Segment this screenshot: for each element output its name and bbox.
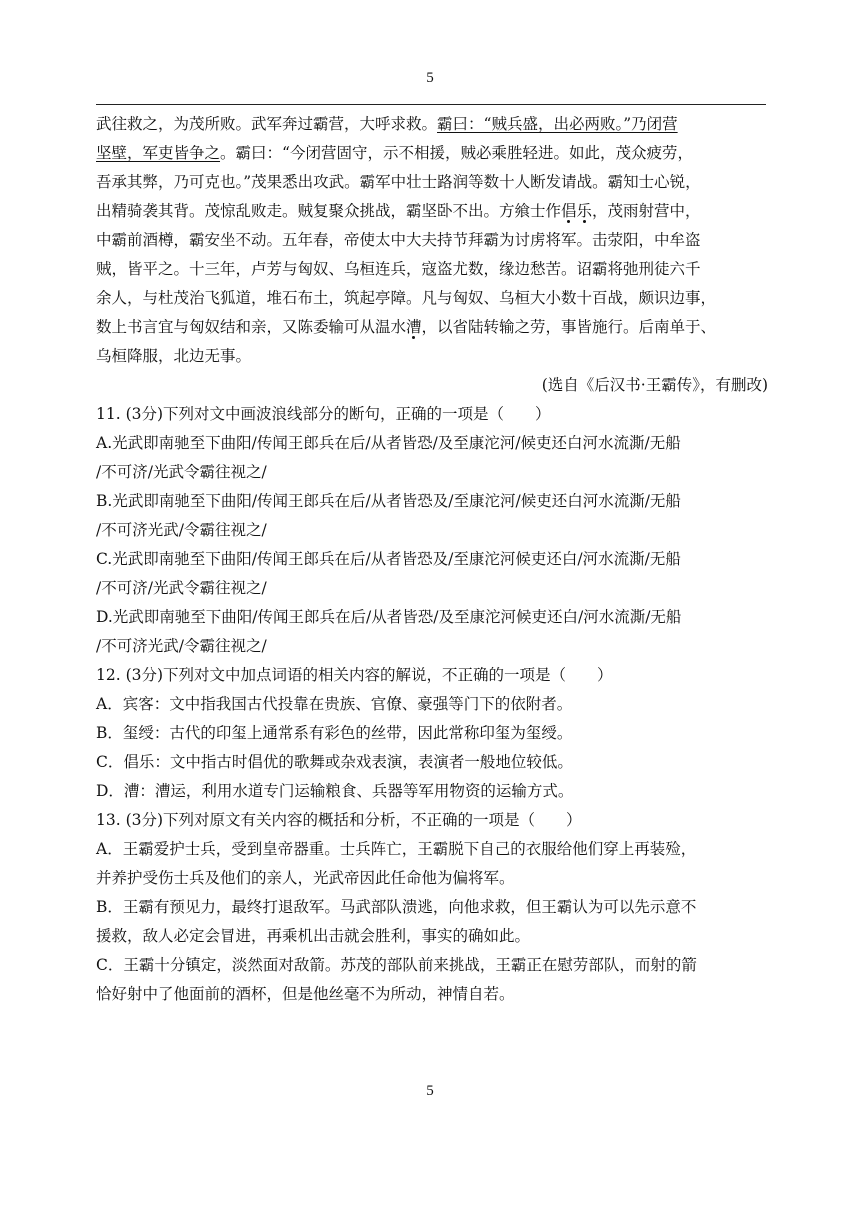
passage-text: ，茂雨射营中， <box>592 202 701 220</box>
option-d: D.光武即南驰至下曲阳/传闻王郎兵在后/从者皆恐/及至康沱河候吏还白/河水流澌/无船 <box>96 608 682 626</box>
question-12 <box>96 661 768 806</box>
passage-line <box>96 197 768 226</box>
option-d: D．漕：漕运，利用水道专门运输粮食、兵器等军用物资的运输方式。 <box>96 782 574 800</box>
underlined-text: 坚壁，军吏皆争之 <box>96 144 221 162</box>
passage-line: 吾承其弊，乃可克也。”茂果悉出攻武。霸军中壮士路润等数十人断发请战。霸知士心锐， <box>96 173 701 191</box>
dotted-char: 倡 <box>561 202 577 220</box>
question-stem: 11. (3分)下列对文中画波浪线部分的断句，正确的一项是（ ） <box>96 405 551 423</box>
header-rule <box>96 104 766 105</box>
option-c-cont: 恰好射中了他面前的酒杯，但是他丝毫不为所动，神情自若。 <box>96 985 515 1003</box>
dotted-char: 乐 <box>576 202 593 220</box>
passage-line <box>96 313 768 342</box>
option-a: A．王霸爱护士兵，受到皇帝器重。士兵阵亡，王霸脱下自己的衣服给他们穿上再装殓， <box>96 840 697 858</box>
question-13 <box>96 806 768 1009</box>
option-c: C.光武即南驰至下曲阳/传闻王郎兵在后/从者皆恐及/至康沱河候吏还白/河水流澌/无船 <box>96 550 681 568</box>
passage-text: 武往救之，为茂所败。武军奔过霸营，大呼求救。 <box>96 115 438 133</box>
option-d-cont: /不可济光武/令霸往视之/ <box>96 637 267 655</box>
option-c-cont: /不可济/光武令霸往视之/ <box>96 579 267 597</box>
passage-text: 数上书言宜与匈奴结和亲，又陈委输可从温水 <box>96 318 407 336</box>
underlined-text: 霸曰：“贼兵盛，出必两败。”乃闭营 <box>437 115 678 133</box>
question-11 <box>96 400 768 661</box>
passage <box>96 110 768 400</box>
passage-line: 余人，与杜茂治飞狐道，堆石布土，筑起亭障。凡与匈奴、乌桓大小数十百战，颇识边事， <box>96 289 717 307</box>
option-b: B.光武即南驰至下曲阳/传闻王郎兵在后/从者皆恐及/至康沱河/候吏还白河水流澌/无船 <box>96 492 681 510</box>
passage-line: 贼，皆平之。十三年，卢芳与匈奴、乌桓连兵，寇盗尤数，缘边愁苦。诏霸将弛刑徒六千 <box>96 260 701 278</box>
option-a-cont: 并养护受伤士兵及他们的亲人，光武帝因此任命他为偏将军。 <box>96 869 515 887</box>
document-body <box>96 110 768 1009</box>
option-b: B．玺绶：古代的印玺上通常系有彩色的丝带，因此常称印玺为玺绶。 <box>96 724 573 742</box>
source-citation: (选自《后汉书·王霸传》，有删改) <box>541 376 768 394</box>
option-b: B．王霸有预见力，最终打退敌军。马武部队溃逃，向他求救，但王霸认为可以先示意不 <box>96 898 697 916</box>
option-b-cont: 援救，敌人必定会冒进，再乘机出击就会胜利，事实的确如此。 <box>96 927 531 945</box>
option-a: A.光武即南驰至下曲阳/传闻王郎兵在后/从者皆恐/及至康沱河/候吏还白河水流澌/无船 <box>96 434 681 452</box>
question-stem: 13. (3分)下列对原文有关内容的概括和分析，不正确的一项是（ ） <box>96 811 582 829</box>
question-stem: 12. (3分)下列对文中加点词语的相关内容的解说，不正确的一项是（ ） <box>96 666 613 684</box>
passage-line: 乌桓降服，北边无事。 <box>96 347 252 365</box>
passage-text: 。霸曰：“今闭营固守，示不相援，贼必乘胜轻进。如此，茂众疲劳， <box>220 144 693 162</box>
dotted-char: 漕 <box>406 318 422 336</box>
option-a: A．宾客：文中指我国古代投靠在贵族、官僚、豪强等门下的依附者。 <box>96 695 573 713</box>
passage-line <box>96 110 768 139</box>
page-number-bottom: 5 <box>426 1083 434 1099</box>
option-b-cont: /不可济光武/令霸往视之/ <box>96 521 267 539</box>
page-number-top: 5 <box>426 70 434 86</box>
option-c: C．倡乐：文中指古时倡优的歌舞或杂戏表演，表演者一般地位较低。 <box>96 753 573 771</box>
passage-line: 中霸前酒樽，霸安坐不动。五年春，帝使太中大夫持节拜霸为讨虏将军。击荥阳，中牟盗 <box>96 231 701 249</box>
option-a-cont: /不可济/光武令霸往视之/ <box>96 463 267 481</box>
passage-line <box>96 139 768 168</box>
option-c: C．王霸十分镇定，淡然面对敌箭。苏茂的部队前来挑战，王霸正在慰劳部队，而射的箭 <box>96 956 697 974</box>
passage-text: 出精骑袭其背。茂惊乱败走。贼复聚众挑战，霸坚卧不出。方飨士作 <box>96 202 562 220</box>
passage-text: ，以省陆转输之劳，事皆施行。后南单于、 <box>421 318 717 336</box>
